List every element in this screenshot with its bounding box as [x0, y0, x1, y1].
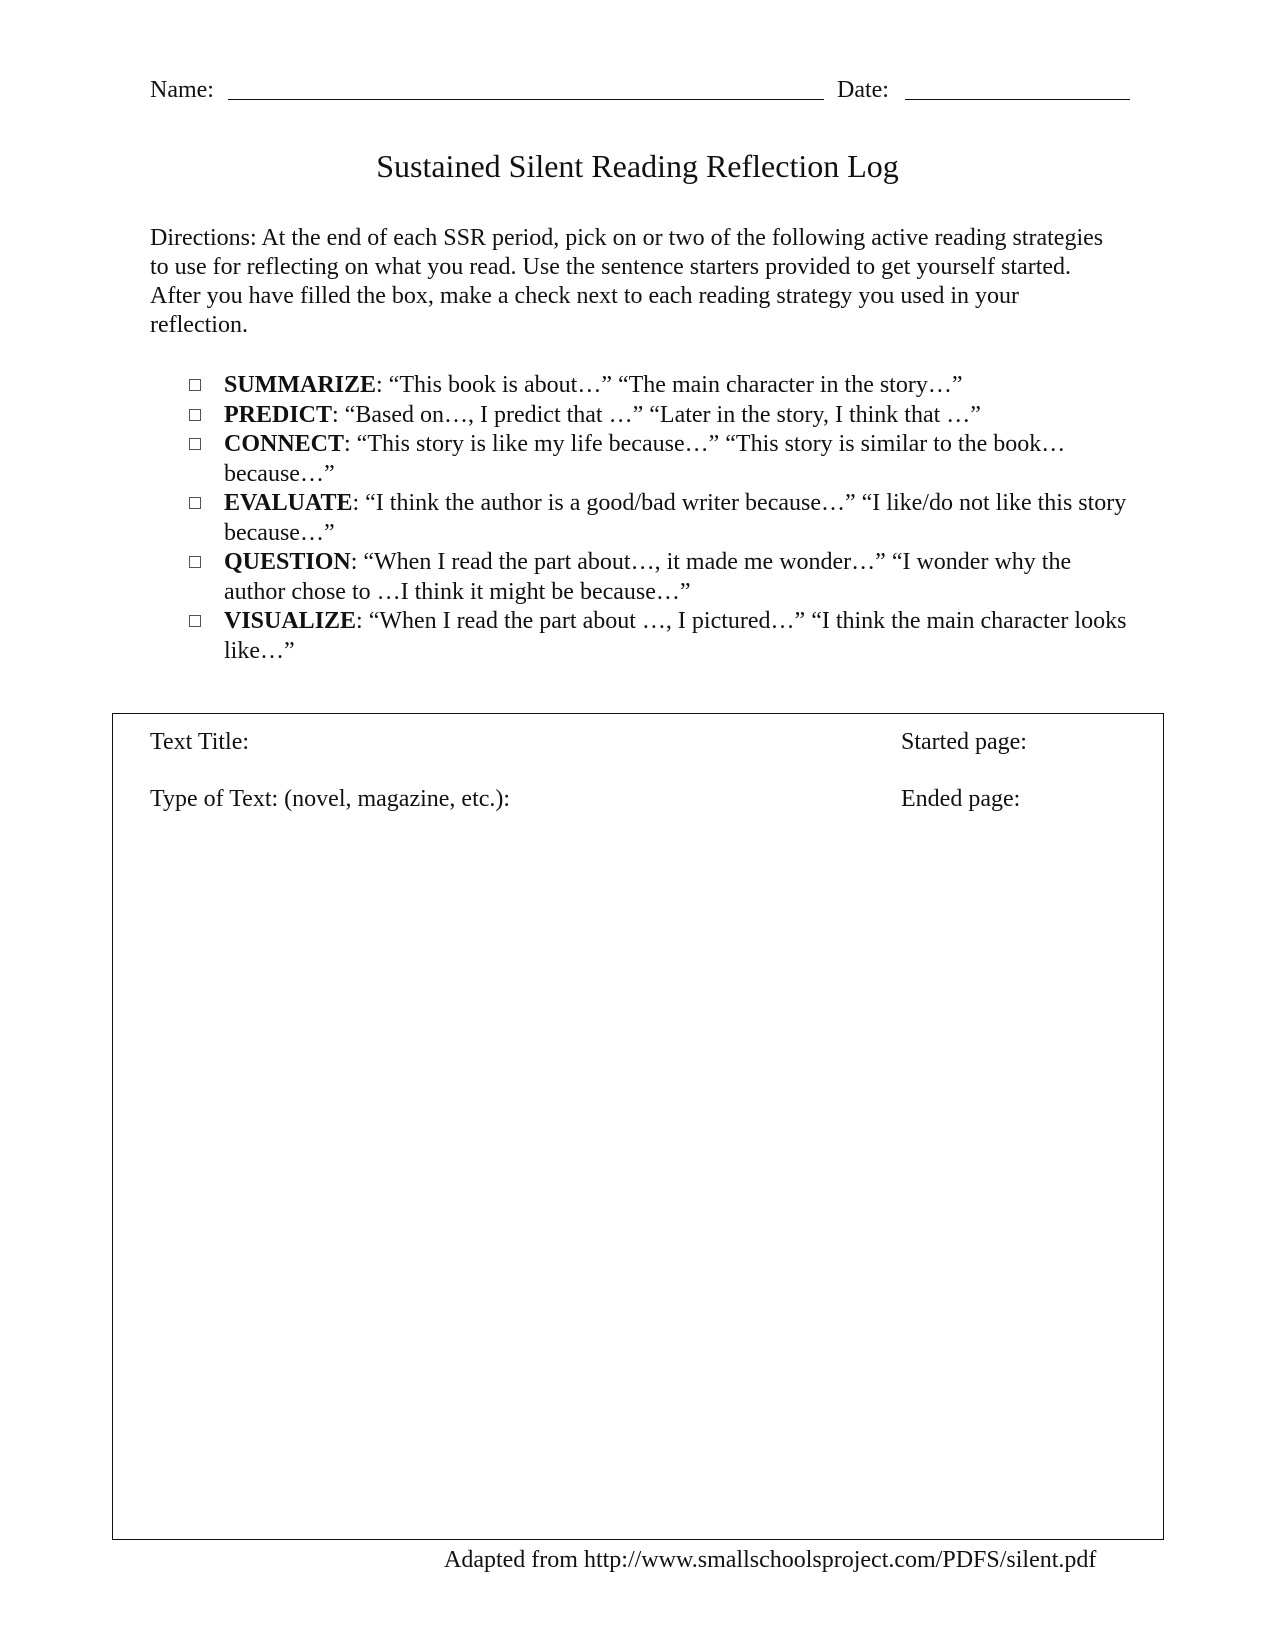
strategy-starter: : “This story is like my life because…” “This story is similar to the book…because…”	[224, 431, 1066, 487]
checkbox-icon[interactable]	[189, 497, 201, 509]
name-label: Name:	[150, 77, 214, 103]
started-page-label: Started page:	[901, 729, 1027, 755]
strategy-name: VISUALIZE	[224, 608, 357, 634]
strategy-starter: : “Based on…, I predict that …” “Later in the story, I think that …”	[332, 401, 981, 428]
checkbox-icon[interactable]	[189, 615, 201, 627]
type-of-text-label: Type of Text: (novel, magazine, etc.):	[150, 786, 511, 812]
strategy-name: PREDICT	[224, 401, 333, 428]
text-title-label: Text Title:	[150, 729, 250, 755]
header-row	[150, 73, 1130, 107]
ended-page-label: Ended page:	[901, 786, 1021, 812]
checkbox-icon[interactable]	[189, 438, 201, 450]
strategy-list	[150, 371, 1130, 666]
strategy-name: CONNECT	[224, 431, 345, 457]
strategy-name: QUESTION	[224, 549, 351, 575]
strategy-item-summarize	[150, 371, 1130, 401]
strategy-item-visualize	[150, 607, 1130, 666]
source-footer: Adapted from http://www.smallschoolsproject.com/PDFS/silent.pdf	[444, 1547, 1097, 1573]
checkbox-icon[interactable]	[189, 556, 201, 568]
page-title: Sustained Silent Reading Reflection Log	[376, 148, 899, 184]
strategy-starter: : “This book is about…” “The main character in the story…”	[376, 372, 963, 398]
reflection-box[interactable]	[112, 713, 1164, 1540]
date-label: Date:	[837, 77, 889, 103]
strategy-item-question	[150, 548, 1130, 607]
directions-text: Directions: At the end of each SSR period, pick on or two of the following active reading strategies to use for reflecting on what you read. Use the sentence starters provided to get yourself started. After you have filled the box, make a check next to each reading strategy you used in your reflection.	[150, 225, 1104, 338]
strategy-starter: : “When I read the part about…, it made me wonder…” “I wonder why the author chose to …I think it might be because…”	[224, 549, 1072, 605]
strategy-starter: : “I think the author is a good/bad writer because…” “I like/do not like this story because…”	[224, 490, 1127, 546]
checkbox-icon[interactable]	[189, 409, 201, 421]
strategy-name: SUMMARIZE	[224, 372, 377, 398]
strategy-name: EVALUATE	[224, 490, 353, 516]
strategy-item-evaluate	[150, 489, 1130, 548]
name-blank-line[interactable]	[228, 99, 824, 100]
checkbox-icon[interactable]	[189, 379, 201, 391]
strategy-starter: : “When I read the part about …, I pictured…” “I think the main character looks like…”	[224, 608, 1127, 664]
date-blank-line[interactable]	[905, 99, 1130, 100]
strategy-item-connect	[150, 430, 1130, 489]
strategy-item-predict	[150, 401, 1130, 431]
